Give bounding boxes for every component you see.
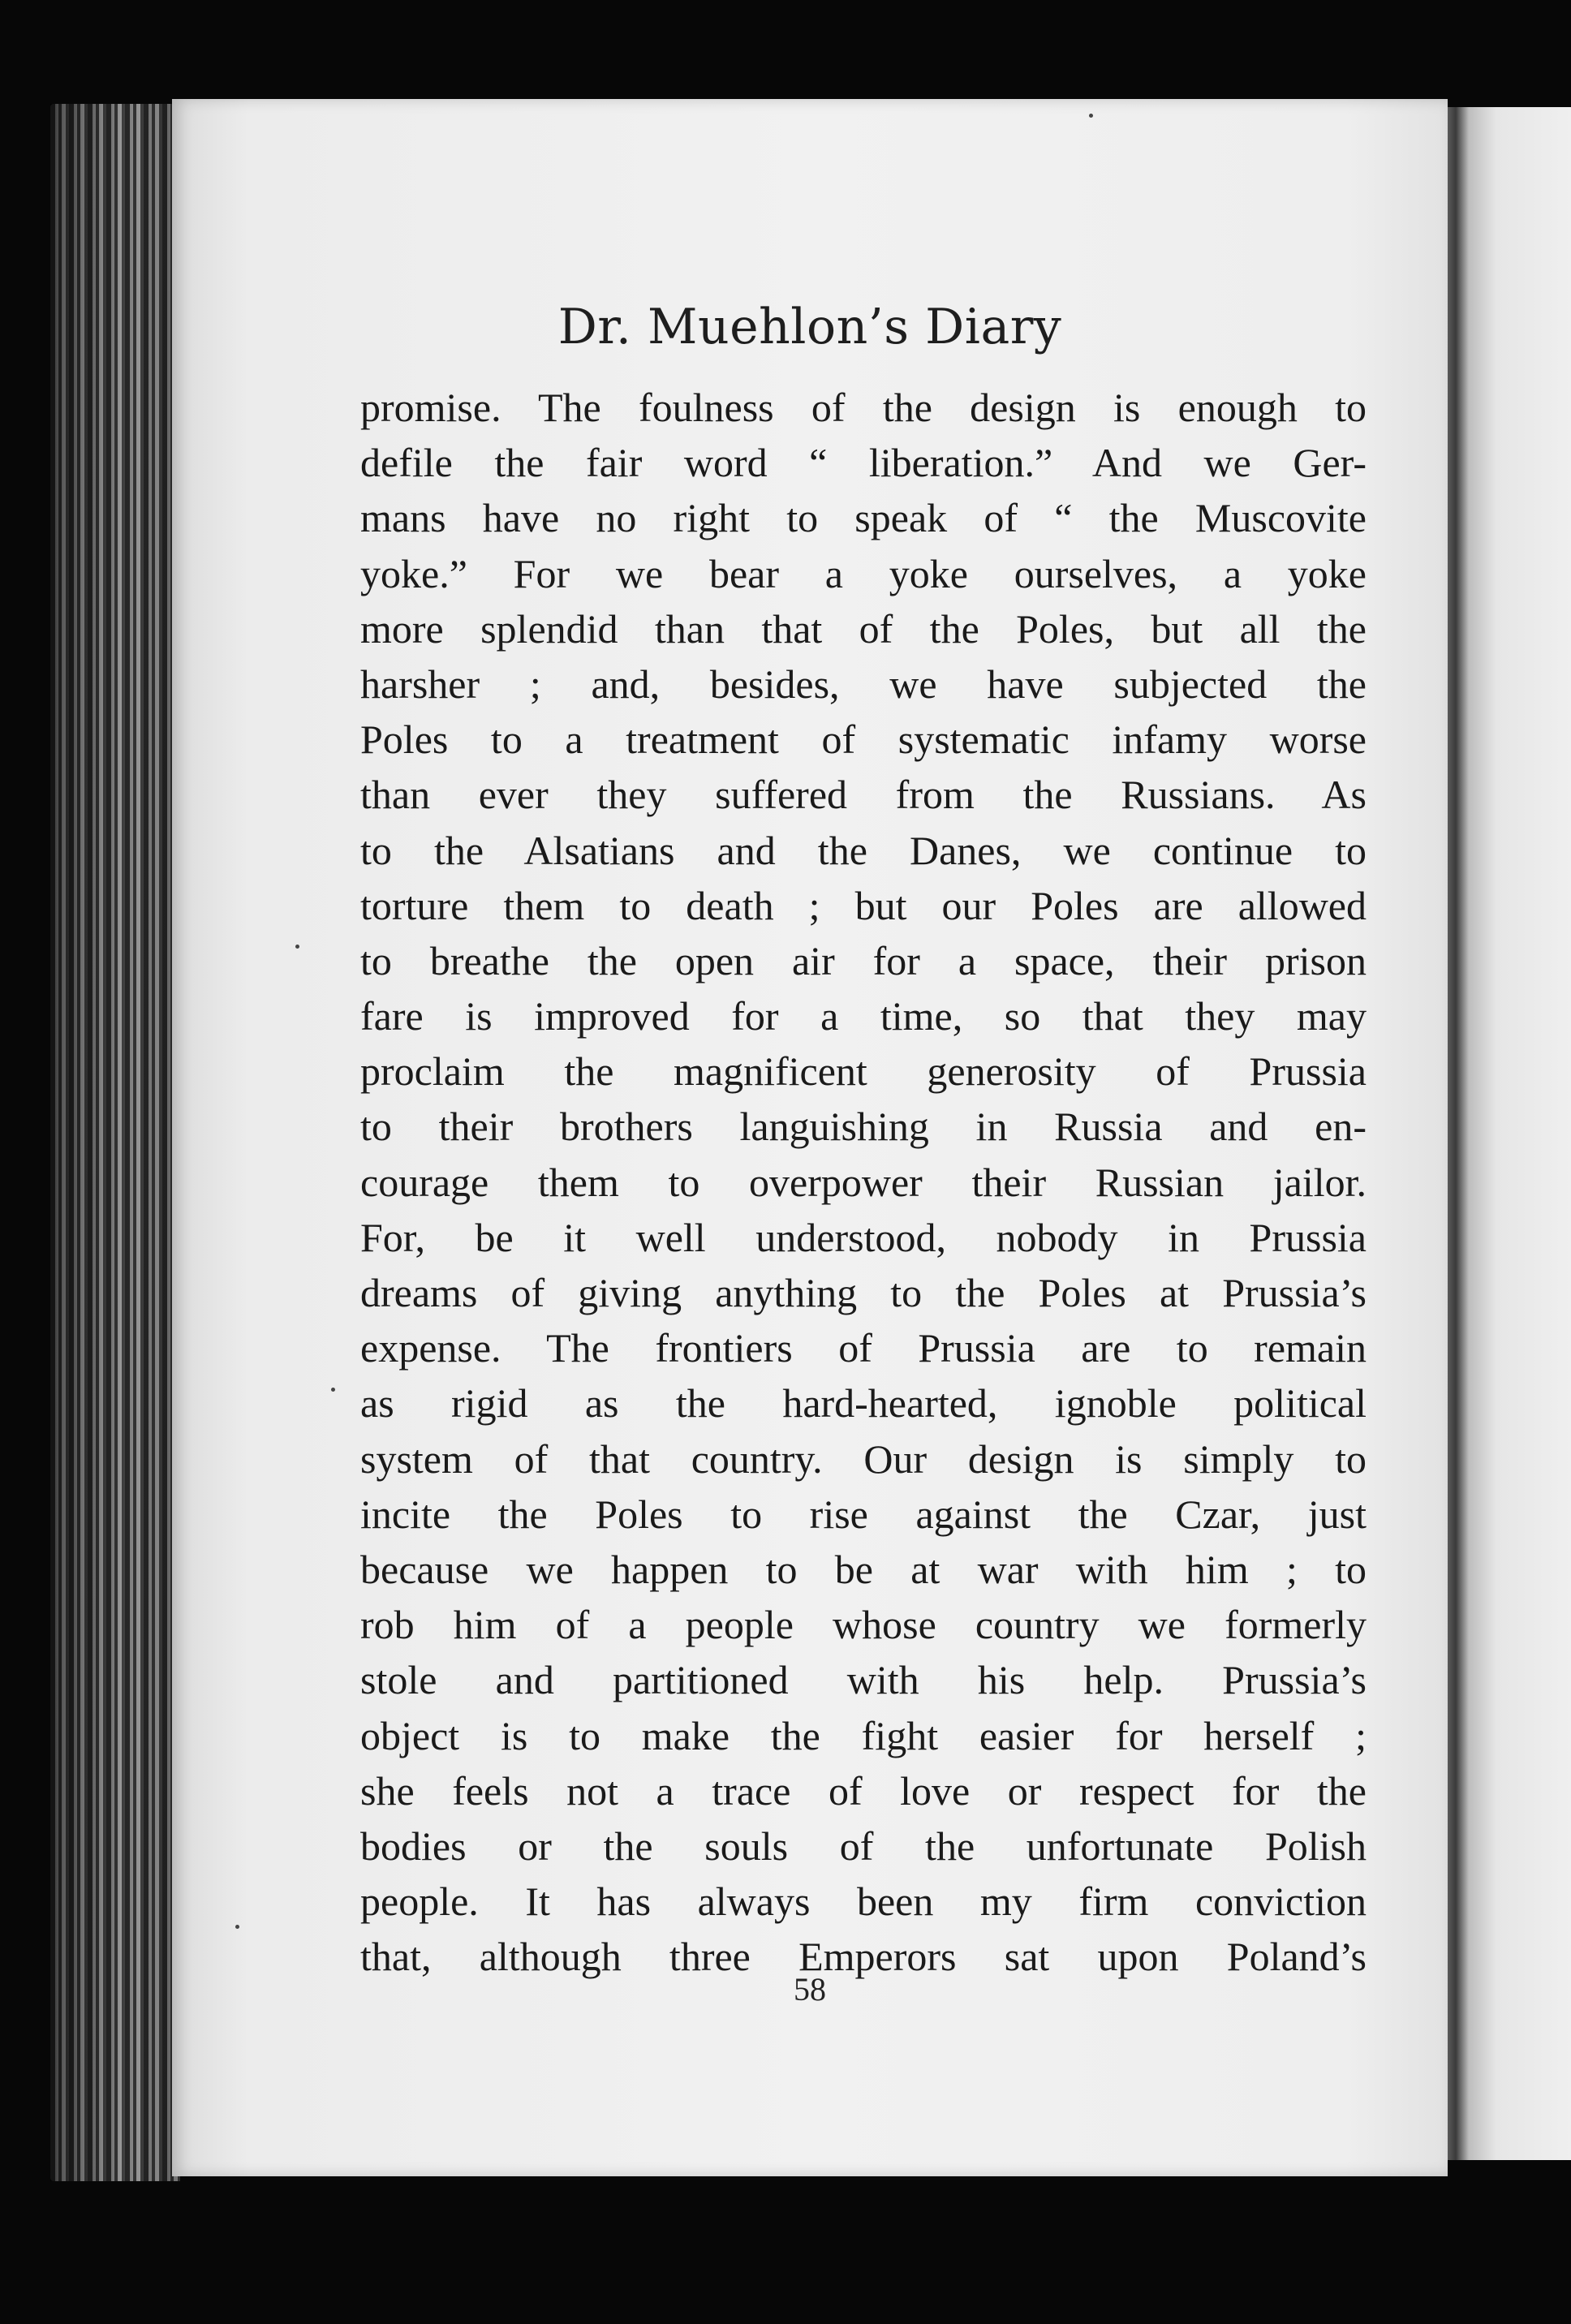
page-edges-shade xyxy=(50,104,180,2181)
dust-speck xyxy=(1089,114,1093,118)
adjacent-page-edge xyxy=(1448,107,1571,2160)
text-line: dreams of giving anything to the Poles at Prussia’s xyxy=(360,1270,1367,1315)
dust-speck xyxy=(295,945,299,949)
text-line: Poles to a treatment of systematic infamy worse xyxy=(360,717,1367,763)
text-line: For, be it well understood, nobody in Prussia xyxy=(360,1214,1367,1260)
text-line: torture them to death ; but our Poles are allowed xyxy=(360,882,1367,928)
dust-speck xyxy=(331,1388,335,1392)
running-head: Dr. Muehlon’s Diary xyxy=(557,299,1062,355)
page-number: 58 xyxy=(794,1971,826,2008)
text-line: incite the Poles to rise against the Czar, just xyxy=(360,1491,1367,1537)
book-page xyxy=(172,99,1448,2176)
text-line: because we happen to be at war with him ; to xyxy=(360,1546,1367,1592)
text-line: to breathe the open air for a space, their prison xyxy=(360,937,1367,983)
text-line: stole and partitioned with his help. Prussia’s xyxy=(360,1657,1367,1703)
body-text xyxy=(360,380,1367,1984)
text-line: defile the fair word “ liberation.” And we Ger- xyxy=(360,440,1367,486)
text-line: expense. The frontiers of Prussia are to remain xyxy=(360,1325,1367,1371)
text-line: than ever they suffered from the Russians. As xyxy=(360,772,1367,818)
text-line: system of that country. Our design is simply to xyxy=(360,1435,1367,1482)
text-line: courage them to overpower their Russian jailor. xyxy=(360,1159,1367,1205)
text-line: proclaim the magnificent generosity of Prussia xyxy=(360,1048,1367,1095)
text-line: she feels not a trace of love or respect for the xyxy=(360,1767,1367,1814)
text-line: to the Alsatians and the Danes, we continue to xyxy=(360,827,1367,873)
text-line: people. It has always been my firm conviction xyxy=(360,1879,1367,1925)
text-line: more splendid than that of the Poles, but all the xyxy=(360,605,1367,652)
text-line: bodies or the souls of the unfortunate Polish xyxy=(360,1823,1367,1869)
text-line: object is to make the fight easier for herself ; xyxy=(360,1712,1367,1758)
text-line: promise. The foulness of the design is enough to xyxy=(360,385,1367,430)
text-line: yoke.” For we bear a yoke ourselves, a yoke xyxy=(360,550,1367,596)
text-line: mans have no right to speak of “ the Muscovite xyxy=(360,495,1367,541)
dust-speck xyxy=(235,1925,239,1929)
text-line: rob him of a people whose country we formerly xyxy=(360,1602,1367,1648)
text-line: as rigid as the hard-hearted, ignoble political xyxy=(360,1380,1367,1427)
text-line: that, although three Emperors sat upon Poland’s xyxy=(360,1934,1367,1980)
text-line: harsher ; and, besides, we have subjected the xyxy=(360,661,1367,707)
text-line: to their brothers languishing in Russia and en- xyxy=(360,1104,1367,1150)
text-line: fare is improved for a time, so that they may xyxy=(360,993,1367,1039)
